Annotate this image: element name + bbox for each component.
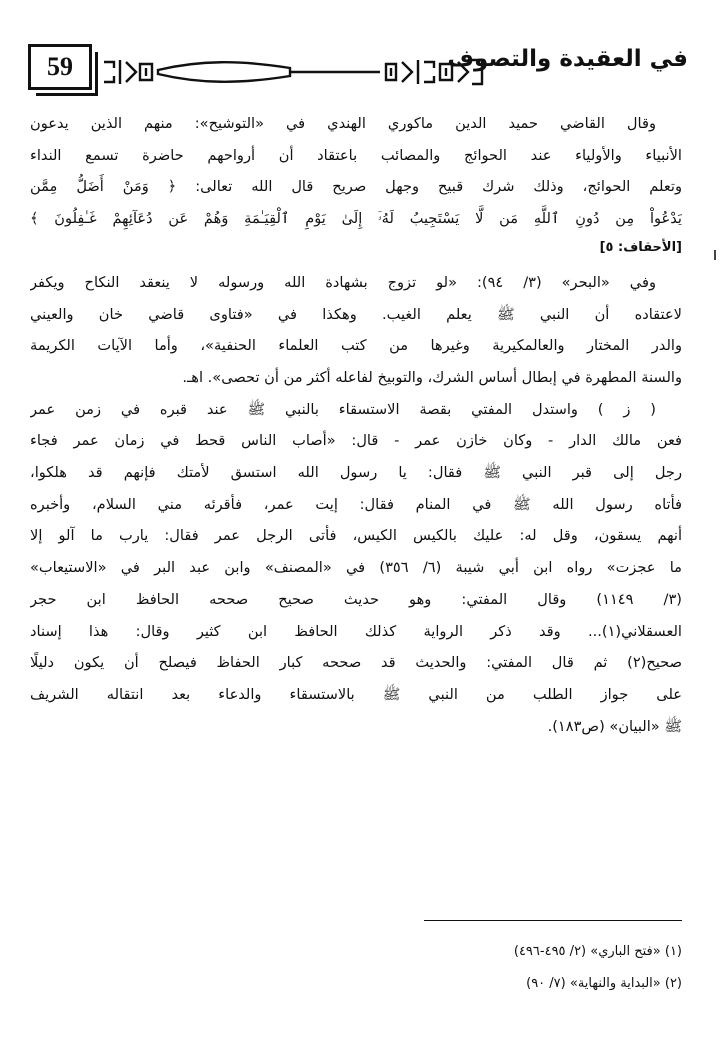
text-line: والدر المختار والعالمكيرية وغيرها من كتب العلماء الحنفية»، وأما الآيات الكريمة bbox=[30, 337, 682, 355]
footnote: (٢) «البداية والنهاية» (٧/ ٩٠) bbox=[526, 976, 682, 991]
text-line: (٣/ ١١٤٩) وقال المفتي: وهو حديث صحيح صححه الحافظ ابن حجر bbox=[30, 590, 682, 608]
text-line: ( ز ) واستدل المفتي بقصة الاستسقاء بالنبي ﷺ عند قبره في زمن عمر bbox=[30, 400, 656, 418]
quran-verse-line: يَدْعُواْ مِن دُونِ ٱللَّهِ مَن لَّا يَسْتَجِيبُ لَهُۥٓ إِلَىٰ يَوْمِ ٱلْقِيَـٰمَةِ وَهُمْ عَن دُعَآئِهِمْ غَـٰفِلُونَ ﴾ bbox=[30, 210, 682, 228]
text-line: العسقلاني(١)... وقد ذكر الرواية كذلك الحافظ ابن كثير وقال: هذا إسناد bbox=[30, 622, 682, 640]
running-title: في العقيدة والتصوف bbox=[447, 46, 688, 72]
page-number: 59 bbox=[28, 44, 92, 90]
text-line: لاعتقاده أن النبي ﷺ يعلم الغيب. وهكذا في «فتاوى قاضي خان والعيني bbox=[30, 305, 682, 323]
text-line: على جواز الطلب من النبي ﷺ بالاستسقاء والدعاء بعد انتقاله الشريف bbox=[30, 685, 682, 703]
text-line: وقال القاضي حميد الدين ماكوري الهندي في «التوشيح»: منهم الذين يدعون bbox=[30, 115, 656, 132]
text-line: الأنبياء والأولياء عند الحوائج والمصائب باعتقاد أن أرواحهم حاضرة تسمع النداء bbox=[30, 146, 682, 164]
page-header bbox=[28, 36, 688, 102]
text-line: ما عجزت» رواه ابن أبي شيبة (٦/ ٣٥٦) في «المصنف» وابن عبد البر في «الاستيعاب» bbox=[30, 559, 682, 577]
text-line: والسنة المطهرة في إبطال أساس الشرك، والتوبيخ لفاعله أكثر من أن تحصى». اهـ. bbox=[182, 368, 682, 386]
header-ornament-icon bbox=[100, 52, 485, 92]
text-line: رجل إلى قبر النبي ﷺ فقال: يا رسول الله استسق لأمتك فإنهم قد هلكوا، bbox=[30, 464, 682, 482]
text-line: فعن مالك الدار - وكان خازن عمر - قال: «أصاب الناس قحط في زمان عمر فجاء bbox=[30, 432, 682, 450]
text-line: فأتاه رسول الله ﷺ في المنام فقال: إيت عمر، فأقرئه مني السلام، وأخبره bbox=[30, 495, 682, 513]
margin-mark bbox=[714, 250, 716, 260]
text-line: ﷺ «البيان» (ص١٨٣). bbox=[547, 717, 682, 735]
footnote-divider bbox=[424, 920, 682, 921]
footnote: (١) «فتح الباري» (٢/ ٤٩٥-٤٩٦) bbox=[513, 944, 682, 959]
text-line: أنهم يسقون، وقل له: عليك بالكيس الكيس، فأتى الرجل عمر فقال: يارب ما آلو إلا bbox=[30, 527, 682, 545]
text-line: وفي «البحر» (٣/ ٩٤): «لو تزوج بشهادة الله ورسوله لا ينعقد النكاح ويكفر bbox=[30, 273, 656, 291]
footnotes bbox=[282, 936, 682, 1000]
verse-reference: [الأحقاف: ٥] bbox=[599, 239, 682, 255]
text-line: وتعلم الحوائج، وذلك شرك قبيح وجهل صريح قال الله تعالى: ﴿ وَمَنْ أَضَلُّ مِمَّن bbox=[30, 178, 682, 196]
text-line: صحيح(٢) ثم قال المفتي: والحديث قد صححه كبار الحفاظ فيصلح أن يكون دليلًا bbox=[30, 654, 682, 672]
main-text bbox=[30, 108, 682, 742]
